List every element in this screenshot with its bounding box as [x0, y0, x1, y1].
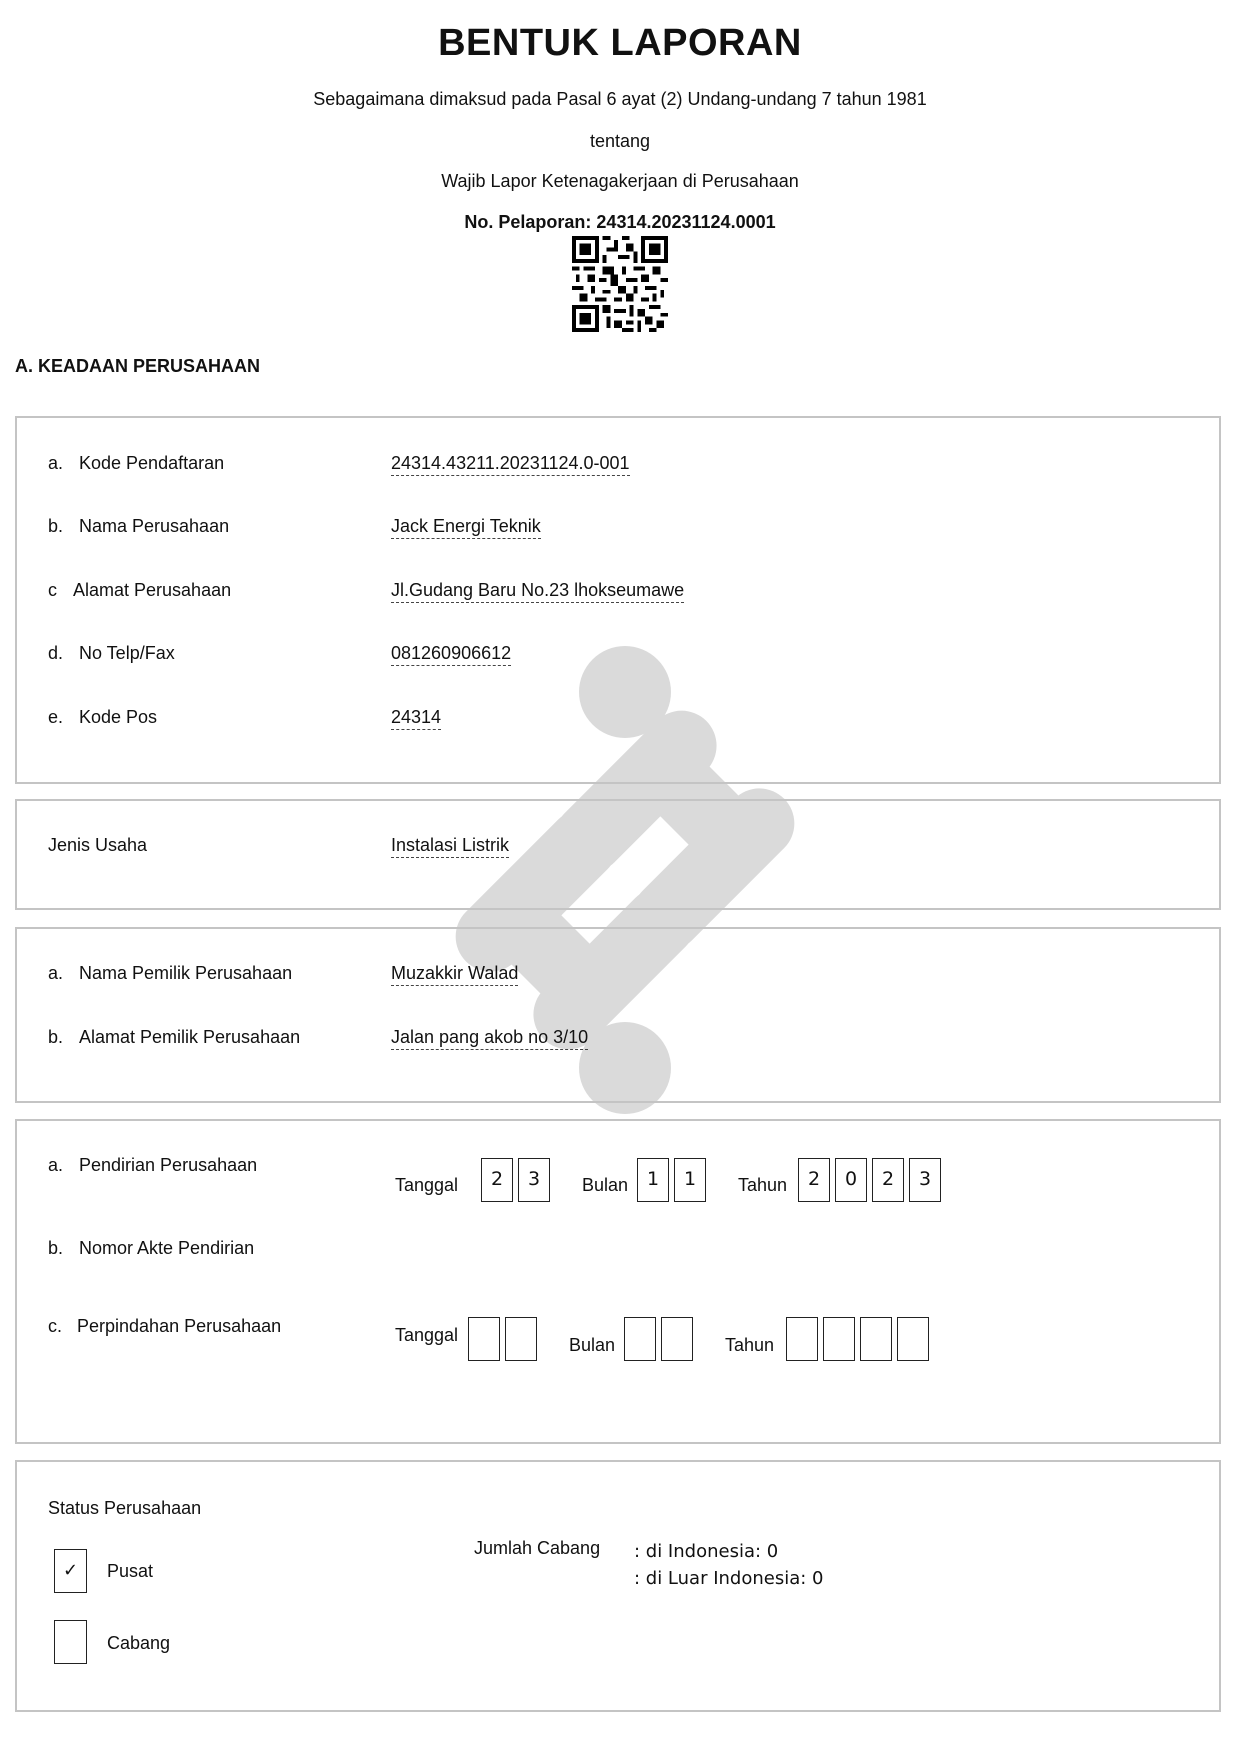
founding-month-digit: 1 [674, 1158, 706, 1202]
establishment-box [15, 1119, 1221, 1444]
relocation-day-label: Tanggal [395, 1325, 459, 1345]
owner-name-value: Muzakkir Walad [391, 963, 518, 986]
phone-fax-value: 081260906612 [391, 643, 511, 666]
document-subtitle: Sebagaimana dimaksud pada Pasal 6 ayat (2) Undang-undang 7 tahun 1981 [313, 89, 927, 109]
registration-code-label: Kode Pendaftaran [79, 453, 225, 473]
owner-info-box [15, 927, 1221, 1103]
business-type-box [15, 799, 1221, 910]
row-letter: a. [48, 1155, 64, 1175]
company-name-label: Nama Perusahaan [79, 516, 230, 536]
report-number-line [0, 212, 1240, 233]
registration-code-value: 24314.43211.20231124.0-001 [391, 453, 630, 476]
postal-code-label: Kode Pos [79, 707, 158, 727]
company-info-box [15, 416, 1221, 784]
founding-day-digit: 3 [518, 1158, 550, 1202]
company-status-box [15, 1460, 1221, 1712]
owner-address-value: Jalan pang akob no 3/10 [391, 1027, 588, 1050]
relocation-year-digit [860, 1317, 892, 1361]
business-type-label: Jenis Usaha [48, 835, 148, 855]
report-number-label: No. Pelaporan: [464, 212, 592, 232]
section-heading: A. KEADAAN PERUSAHAAN [15, 356, 261, 376]
relocation-year-digit [823, 1317, 855, 1361]
row-letter: e. [48, 707, 64, 727]
status-pusat-label: Pusat [107, 1561, 154, 1581]
founding-month-digit: 1 [637, 1158, 669, 1202]
relocation-label: Perpindahan Perusahaan [77, 1316, 282, 1336]
business-type-value: Instalasi Listrik [391, 835, 509, 858]
founding-year-label: Tahun [738, 1175, 788, 1195]
document-connector: tentang [589, 131, 651, 151]
founding-label: Pendirian Perusahaan [79, 1155, 258, 1175]
row-letter: b. [48, 1238, 64, 1258]
founding-month-label: Bulan [582, 1175, 629, 1195]
status-cabang-label: Cabang [107, 1633, 171, 1653]
row-letter: d. [48, 643, 64, 663]
row-letter: b. [48, 516, 64, 536]
company-name-value: Jack Energi Teknik [391, 516, 541, 539]
status-pusat-checkbox[interactable]: ✓ [54, 1549, 87, 1593]
founding-year-digit: 0 [835, 1158, 867, 1202]
document-title: BENTUK LAPORAN [438, 22, 802, 64]
row-letter: a. [48, 453, 64, 473]
owner-name-label: Nama Pemilik Perusahaan [79, 963, 293, 983]
company-address-label: Alamat Perusahaan [73, 580, 232, 600]
founding-year-digit: 2 [872, 1158, 904, 1202]
founding-year-digit: 2 [798, 1158, 830, 1202]
founding-day-digit: 2 [481, 1158, 513, 1202]
branches-abroad: : di Luar Indonesia: 0 [634, 1568, 824, 1589]
relocation-day-digit [505, 1317, 537, 1361]
owner-address-label: Alamat Pemilik Perusahaan [79, 1027, 301, 1047]
status-cabang-checkbox[interactable] [54, 1620, 87, 1664]
row-letter: c. [48, 1316, 63, 1336]
branch-count-label: Jumlah Cabang [474, 1538, 601, 1558]
deed-number-label: Nomor Akte Pendirian [79, 1238, 255, 1258]
relocation-year-digit [786, 1317, 818, 1361]
branches-indonesia: : di Indonesia: 0 [634, 1541, 779, 1562]
phone-fax-label: No Telp/Fax [79, 643, 175, 663]
postal-code-value: 24314 [391, 707, 441, 730]
company-address-value: Jl.Gudang Baru No.23 lhokseumawe [391, 580, 684, 603]
relocation-month-digit [624, 1317, 656, 1361]
row-letter: c [48, 580, 57, 600]
founding-day-label: Tanggal [395, 1175, 459, 1195]
relocation-month-digit [661, 1317, 693, 1361]
founding-year-digit: 3 [909, 1158, 941, 1202]
document-topic: Wajib Lapor Ketenagakerjaan di Perusahaan [441, 171, 799, 191]
relocation-month-label: Bulan [569, 1335, 616, 1355]
company-status-label: Status Perusahaan [48, 1498, 202, 1518]
relocation-day-digit [468, 1317, 500, 1361]
row-letter: b. [48, 1027, 64, 1047]
relocation-year-label: Tahun [725, 1335, 775, 1355]
row-letter: a. [48, 963, 64, 983]
relocation-year-digit [897, 1317, 929, 1361]
qr-code [572, 236, 668, 332]
report-number: 24314.20231124.0001 [596, 212, 776, 232]
